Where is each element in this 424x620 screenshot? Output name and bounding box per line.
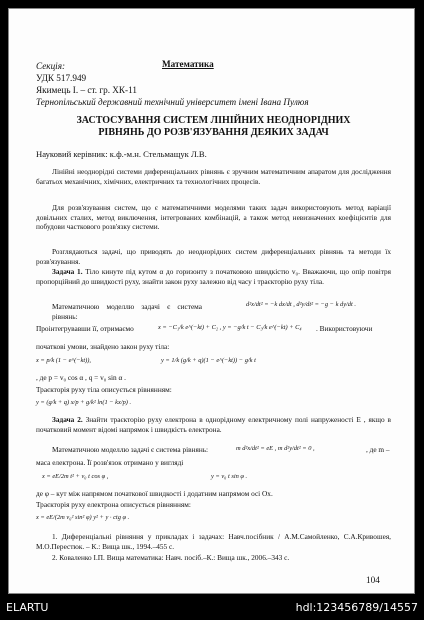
integration1-text: Проінтегрувавши її, отримаємо: [36, 324, 134, 333]
page-number: 104: [366, 575, 380, 585]
task1-paragraph: [36, 267, 391, 286]
y2-formula: y = v₀ t sin φ .: [211, 473, 248, 480]
integration1-formula: x = −C₁/k e^(−kt) + C₂ , y = −g/k t − C₃/k e^(−kt) + C₄: [158, 324, 302, 331]
x2-formula: x = eE/2m t² + v₀ t cos φ ,: [42, 473, 109, 480]
document-page: [8, 8, 415, 594]
task2-label: Задача 2.: [52, 415, 83, 424]
reference-item: 1. Диференціальні рівняння у прикладах і задачах: Навч.посібник / А.М.Самойленко, С.А.Кривошея, М.О.Перестюк. – К.: Вища шк., 1994.–455 с.: [36, 532, 391, 551]
model2-text: Математичною моделлю задачі є система рівнянь:: [52, 445, 209, 454]
footer-repository-label: ELARTU: [6, 601, 49, 614]
system1-formula: d²x/dt² = −k dx/dt , d²y/dt² = −g − k dy/dt .: [246, 301, 356, 308]
where2-text: де φ – кут між напрямом початкової швидкості і додатним напрямом осі Ox.: [36, 489, 273, 498]
footer-handle-link[interactable]: hdl:123456789/14557: [295, 601, 418, 614]
system2-formula: m d²x/dt² = eE , m d²y/dt² = 0 ,: [236, 445, 315, 452]
y1-formula: y = 1/k (g/k + q)(1 − e^(−kt)) − g/k t: [161, 357, 256, 364]
university-line: Тернопільський державний технічний університет імені Івана Пулюя: [36, 97, 309, 107]
paragraph-methods: Для розв'язування систем, що є математичними моделями таких задач використовують метод варіації довільних сталих, метод виключення, інтегрованих комбінацій, а також метод невизначених коефіцієнтів для побудови часткового розв'язку системи.: [36, 203, 391, 232]
advisor-line: Науковий керівник: к.ф.-м.н. Стельмащук Л.В.: [36, 149, 207, 159]
section-label: Секція:: [36, 61, 66, 71]
model2-tail: , де m –: [366, 445, 390, 454]
trajectory1-text: Траєкторія руху тіла описується рівнянням:: [36, 385, 172, 394]
trajectory2-formula: x = eE/(2m v₀² sin² φ) y² + y · ctg φ .: [36, 514, 130, 521]
integration1-tail: . Використовуючи: [316, 324, 373, 333]
task1-label: Задача 1.: [52, 267, 83, 276]
paragraph-intro: Лінійні неоднорідні системи диференціальних рівнянь є зручним математичним апаратом для дослідження багатьох механічних, хімічних, електричних та технологічних процесів.: [36, 167, 391, 186]
trajectory2-text: Траєкторія руху електрона описується рівнянням:: [36, 500, 191, 509]
model1-text: Математичною моделлю задачі є система рівнянь:: [52, 302, 202, 321]
trajectory1-formula: y = (g/k + q) x/p + g/k² ln(1 − kx/p) .: [36, 399, 132, 406]
author-line: Якимець І. – ст. гр. ХК-11: [36, 85, 137, 95]
udk-code: УДК 517.949: [36, 73, 87, 83]
reference-item: 2. Коваленко І.П. Вища математика: Навч. посіб.–К.: Вища шк., 2006.–343 с.: [52, 553, 290, 562]
article-title-line2: РІВНЯНЬ ДО РОЗВ'ЯЗУВАННЯ ДЕЯКИХ ЗАДАЧ: [98, 127, 329, 138]
task2-paragraph: [36, 415, 391, 434]
footer-bar: [0, 596, 424, 620]
where1-text: , де p = v₀ cos α , q = v₀ sin α .: [36, 373, 126, 382]
x1-formula: x = p/k (1 − e^(−kt)),: [36, 357, 92, 364]
mass-text: маса електрона. Її розв'язок отримано у вигляді: [36, 458, 184, 467]
task1-text: Тіло кинуте під кутом α до горизонту з початковою швидкістю v₀. Вважаючи, що опір повітря пропорційний до швидкості руху, знайти закон руху залежно від часу і траєкторію руху тіла.: [36, 267, 392, 286]
article-title-line1: ЗАСТОСУВАННЯ СИСТЕМ ЛІНІЙНИХ НЕОДНОРІДНИХ: [76, 115, 351, 126]
paragraph-scope: Розглядаються задачі, що приводять до неоднорідних систем диференціальних рівнянь та методи їх розв'язування.: [36, 247, 391, 266]
initial-conditions-text: початкові умови, знайдено закон руху тіла:: [36, 342, 170, 351]
section-value: Математика: [162, 59, 214, 69]
page-content: [36, 9, 391, 593]
task2-text: Знайти траєкторію руху електрона в однорідному електричному полі напруженості E , якщо в початковий момент відомі напрямок і швидкість електрона.: [36, 415, 391, 434]
